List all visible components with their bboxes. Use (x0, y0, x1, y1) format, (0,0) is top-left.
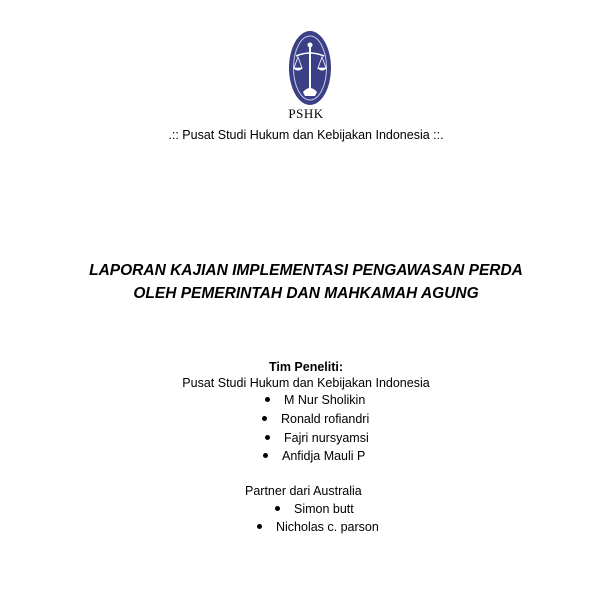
organization-line: .:: Pusat Studi Hukum dan Kebijakan Indonesia ::. (168, 128, 444, 142)
report-title (0, 259, 612, 305)
partner-member: Nicholas c. parson (257, 520, 379, 534)
team-member: M Nur Sholikin (265, 393, 365, 407)
partner-label: Partner dari Australia (245, 484, 362, 498)
team-organization: Pusat Studi Hukum dan Kebijakan Indonesia (182, 376, 430, 390)
bullet-icon (265, 397, 270, 402)
team-label: Tim Peneliti: (268, 360, 344, 374)
bullet-icon (257, 524, 262, 529)
report-title-line-1: LAPORAN KAJIAN IMPLEMENTASI PENGAWASAN PERDA (89, 262, 523, 279)
partner-member: Simon butt (275, 502, 354, 516)
bullet-icon (265, 435, 270, 440)
bullet-icon (263, 453, 268, 458)
team-member: Ronald rofiandri (262, 412, 369, 426)
logo-text: PSHK (288, 106, 324, 121)
bullet-icon (275, 506, 280, 511)
report-title-line-2: OLEH PEMERINTAH DAN MAHKAMAH AGUNG (133, 285, 479, 302)
team-member: Anfidja Mauli P (263, 449, 365, 463)
team-member: Fajri nursyamsi (265, 431, 369, 445)
pshk-logo (285, 30, 335, 114)
bullet-icon (262, 416, 267, 421)
